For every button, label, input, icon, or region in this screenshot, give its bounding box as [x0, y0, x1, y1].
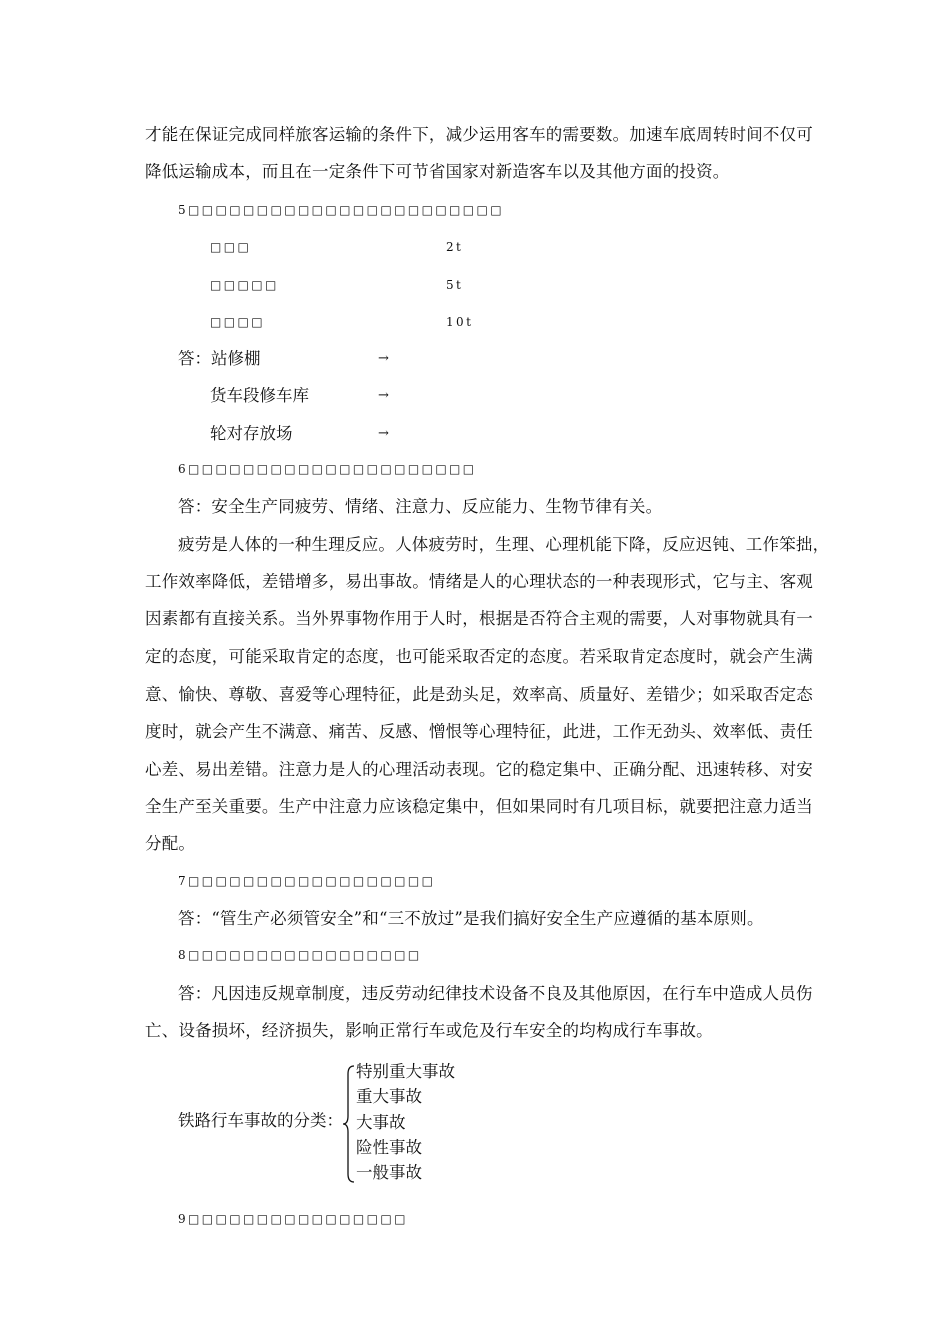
- accident-category: 大事故: [356, 1113, 406, 1132]
- question-7-title: 7□□□□□□□□□□□□□□□□□□: [178, 874, 436, 888]
- q5-answer-3: 轮对存放场: [210, 424, 293, 443]
- q8-answer-line-2: 亡、设备损坏，经济损失，影响正常行车或危及行车安全的均构成行车事故。: [145, 1021, 713, 1040]
- question-6-title: 6□□□□□□□□□□□□□□□□□□□□□: [178, 462, 477, 476]
- q6-para-line-7: 心差、易出差错。注意力是人的心理活动表现。它的稳定集中、正确分配、迅速转移、对安: [145, 760, 813, 779]
- q5-row-3-value: 10t: [446, 315, 474, 329]
- q7-answer: 答：“管生产必须管安全”和“三不放过”是我们搞好安全生产应遵循的基本原则。: [178, 909, 764, 928]
- accident-category: 险性事故: [356, 1138, 422, 1157]
- q6-answer: 答：安全生产同疲劳、情绪、注意力、反应能力、生物节律有关。: [178, 497, 663, 516]
- q6-para-line-6: 度时，就会产生不满意、痛苦、反感、憎恨等心理特征，此进，工作无劲头、效率低、责任: [145, 722, 813, 741]
- q6-para-line-2: 工作效率降低，差错增多，易出事故。情绪是人的心理状态的一种表现形式，它与主、客观: [145, 572, 813, 591]
- accident-category: 重大事故: [356, 1087, 422, 1106]
- q6-para-line-9: 分配。: [145, 834, 196, 853]
- question-9-title: 9□□□□□□□□□□□□□□□□: [178, 1212, 408, 1226]
- question-5-title: 5□□□□□□□□□□□□□□□□□□□□□□□: [178, 203, 505, 217]
- arrow-icon: →: [378, 426, 389, 441]
- q5-row-3-name: □□□□: [210, 315, 265, 329]
- q6-para-line-4: 定的态度，可能采取肯定的态度，也可能采取否定的态度。若采取肯定态度时，就会产生满: [145, 647, 813, 666]
- q6-para-line-5: 意、愉快、尊敬、喜爱等心理特征，此是劲头足，效率高、质量好、差错少；如采取否定态: [145, 685, 813, 704]
- accident-category: 特别重大事故: [356, 1062, 455, 1081]
- q5-answer-2: 货车段修车库: [210, 386, 309, 405]
- q6-para-line-1: 疲劳是人体的一种生理反应。人体疲劳时，生理、心理机能下降，反应迟钝、工作笨拙，: [178, 535, 830, 554]
- q5-row-1-value: 2t: [446, 240, 464, 254]
- arrow-icon: →: [378, 388, 389, 403]
- q5-answer-1: 答：站修棚: [178, 349, 261, 368]
- accident-category: 一般事故: [356, 1163, 422, 1182]
- q5-row-2-name: □□□□□: [210, 278, 279, 292]
- q5-row-2-value: 5t: [446, 278, 464, 292]
- accident-classification-label: 铁路行车事故的分类：: [178, 1111, 343, 1130]
- q6-para-line-3: 因素都有直接关系。当外界事物作用于人时，根据是否符合主观的需要，人对事物就具有一: [145, 609, 813, 628]
- question-8-title: 8□□□□□□□□□□□□□□□□□: [178, 948, 422, 962]
- arrow-icon: →: [378, 351, 389, 366]
- intro-line-2: 降低运输成本，而且在一定条件下可节省国家对新造客车以及其他方面的投资。: [145, 162, 730, 181]
- q8-answer-line-1: 答：凡因违反规章制度，违反劳动纪律技术设备不良及其他原因，在行车中造成人员伤: [178, 984, 813, 1003]
- q6-para-line-8: 全生产至关重要。生产中注意力应该稳定集中，但如果同时有几项目标，就要把注意力适当: [145, 797, 813, 816]
- curly-brace-icon: [342, 1064, 356, 1184]
- intro-line-1: 才能在保证完成同样旅客运输的条件下，减少运用客车的需要数。加速车底周转时间不仅可: [145, 125, 813, 144]
- q5-row-1-name: □□□: [210, 240, 252, 254]
